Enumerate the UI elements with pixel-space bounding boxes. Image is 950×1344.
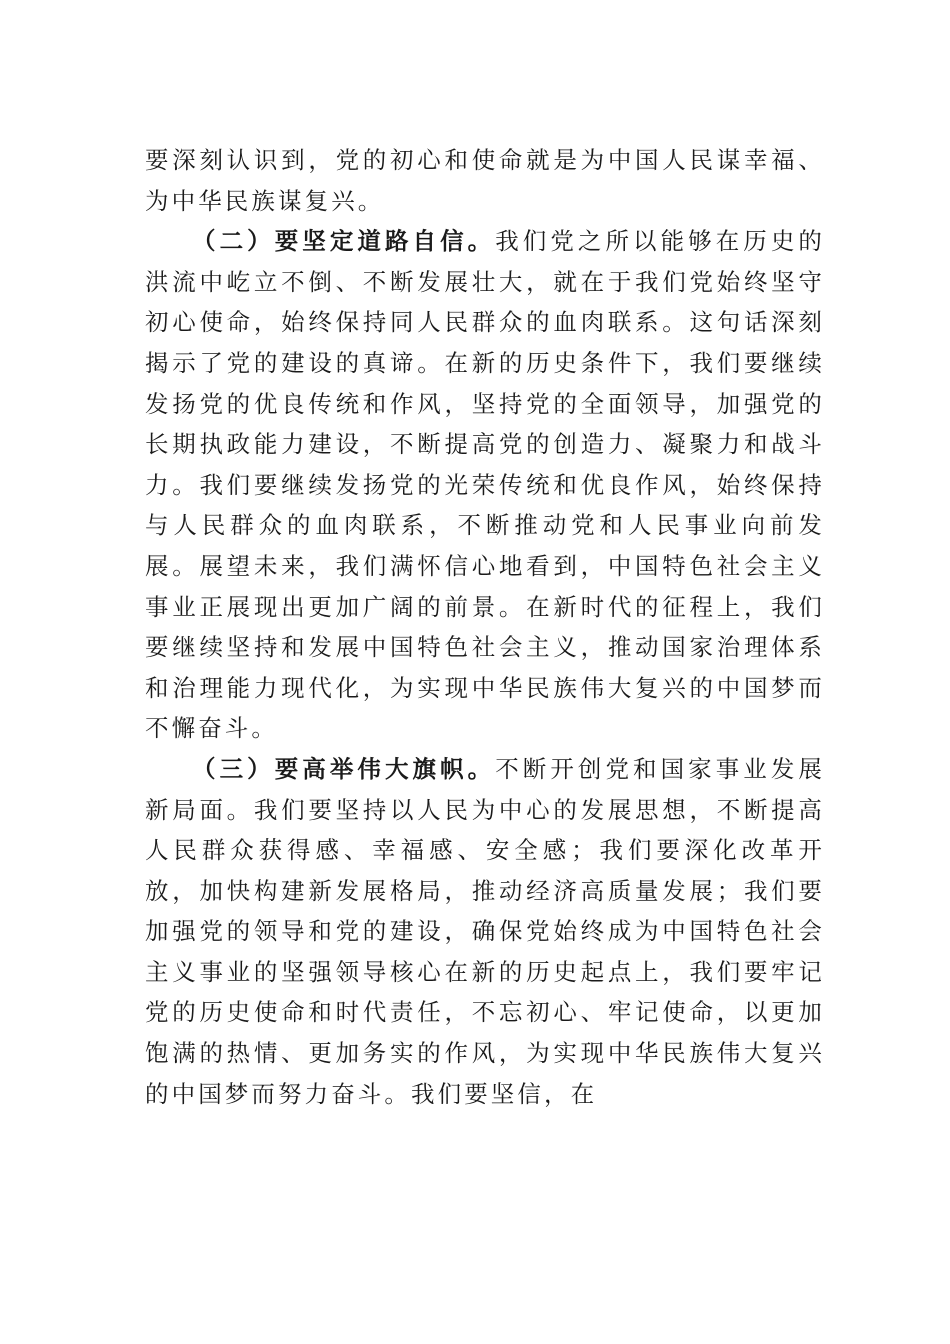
paragraph-body: 我们党之所以能够在历史的洪流中屹立不倒、不断发展壮大，就在于我们党始终坚守初心使命，始终保持同人民群众的血肉联系。这句话深刻揭示了党的建设的真谛。在新的历史条件下，我们要继续发扬党的优良传统和作风，坚持党的全面领导，加强党的长期执政能力建设，不断提高党的创造力、凝聚力和战斗力。我们要继续发扬党的光荣传统和优良作风，始终保持与人民群众的血肉联系，不断推动党和人民事业向前发展。展望未来，我们满怀信心地看到，中国特色社会主义事业正展现出更加广阔的前景。在新时代的征程上，我们要继续坚持和发展中国特色社会主义，推动国家治理体系和治理能力现代化，为实现中华民族伟大复兴的中国梦而不懈奋斗。	[145, 227, 825, 743]
paragraph-great-banner	[145, 749, 825, 1114]
paragraph-body: 要深刻认识到，党的初心和使命就是为中国人民谋幸福、为中华民族谋复兴。	[145, 146, 825, 215]
paragraph-continued	[145, 140, 825, 221]
paragraph-road-confidence	[145, 221, 825, 749]
section-heading-3: （三）要高举伟大旗帜。	[192, 754, 496, 783]
section-heading-2: （二）要坚定道路自信。	[192, 227, 496, 256]
paragraph-body: 不断开创党和国家事业发展新局面。我们要坚持以人民为中心的发展思想，不断提高人民群众获得感、幸福感、安全感；我们要深化改革开放，加快构建新发展格局，推动经济高质量发展；我们要加强党的领导和党的建设，确保党始终成为中国特色社会主义事业的坚强领导核心在新的历史起点上，我们要牢记党的历史使命和时代责任，不忘初心、牢记使命，以更加饱满的热情、更加务实的作风，为实现中华民族伟大复兴的中国梦而努力奋斗。我们要坚信，在	[145, 754, 825, 1108]
document-body	[145, 140, 825, 1114]
